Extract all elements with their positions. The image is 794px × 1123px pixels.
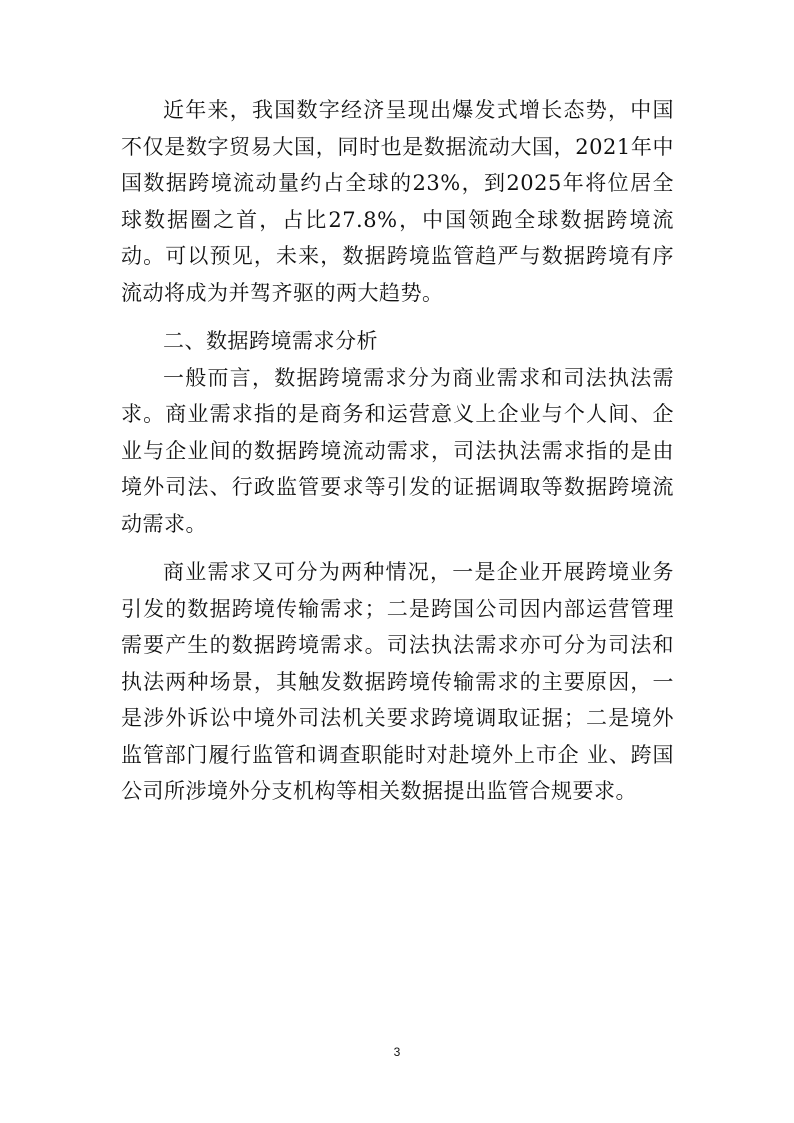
paragraph-digital-economy-trend: 近年来，我国数字经济呈现出爆发式增长态势，中国不仅是数字贸易大国，同时也是数据流动大国，2021年中国数据跨境流动量约占全球的23%，到2025年将位居全球数据圈之首，占比27.8%，中国领跑全球数据跨境流动。可以预见，未来，数据跨境监管趋严与数据跨境有序流动将成为并驾齐驱的两大趋势。 bbox=[121, 98, 674, 305]
paragraph-commercial-and-judicial-demand: 商业需求又可分为两种情况，一是企业开展跨境业务引发的数据跨境传输需求；二是跨国公司因内部运营管理需要产生的数据跨境需求。司法执法需求亦可分为司法和执法两种场景，其触发数据跨境传输需求的主要原因，一是涉外诉讼中境外司法机关要求跨境调取证据；二是境外监管部门履行监管和调查职能时对赴境外上市企 业、跨国公司所涉境外分支机构等相关数据提出监管合规要求。 bbox=[121, 560, 674, 803]
paragraph-demand-categories: 一般而言，数据跨境需求分为商业需求和司法执法需求。商业需求指的是商务和运营意义上企业与个人间、企业与企业间的数据跨境流动需求，司法执法需求指的是由境外司法、行政监管要求等引发的证据调取等数据跨境流动需求。 bbox=[121, 365, 674, 536]
page-number: 3 bbox=[393, 1045, 401, 1059]
document-body bbox=[121, 92, 674, 810]
section-heading-cross-border-data-demand: 二、数据跨境需求分析 bbox=[163, 329, 378, 353]
